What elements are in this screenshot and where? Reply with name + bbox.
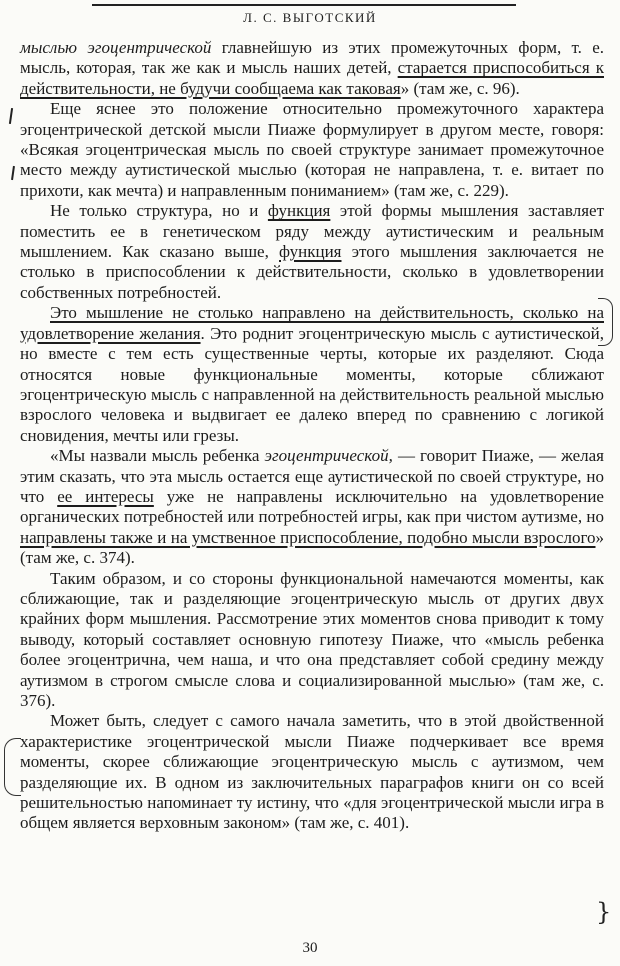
italic-text: мыслью эгоцентрической bbox=[20, 38, 212, 57]
body-text bbox=[20, 38, 604, 834]
page-number: 30 bbox=[302, 940, 318, 956]
text-run: Не только структура, но и bbox=[50, 201, 268, 221]
text-run: — говорит Пиаже, — желая этим сказать, что эта мысль остается еще аутистической по своей структуре, но что bbox=[20, 446, 604, 506]
underlined-text: направлены также и на умственное приспособление, подобно мысли взрослого bbox=[20, 527, 596, 547]
underlined-text: Это мышление не столько направлено на действительность, сколько на удовлетворение желания bbox=[20, 303, 604, 343]
italic-text: эгоцентрической, bbox=[264, 446, 393, 466]
underlined-text: ее интересы bbox=[57, 486, 154, 506]
paragraph-7 bbox=[20, 711, 604, 833]
text-run: . Это роднит эгоцентрическую мысль с аутистической, но вместе с тем есть существенные черты, которые их разделяют. Сюда относятся новые функциональные моменты, которые сближают эгоцентрическую мысль с направленной на действительность реальной мыслью взрослого человека и выдвигает ее далеко вперед по сравнению с логикой сновидения, мечты или грезы. bbox=[20, 323, 604, 445]
text-run: этой формы мышления заставляет поместить ее в генетическом ряду между аутистическим и реальным мышлением. Как сказано выше, bbox=[20, 201, 605, 262]
underlined-text: функция bbox=[267, 201, 331, 221]
paragraph-5 bbox=[20, 446, 604, 568]
paragraph-2 bbox=[20, 99, 604, 201]
header-rule bbox=[92, 4, 516, 6]
paragraph-4 bbox=[20, 303, 604, 446]
margin-bracket-left bbox=[4, 738, 21, 796]
text-run: этого мышления заключается не столько в приспособлении к действительности, сколько в удовлетворении собственных потребностей. bbox=[20, 242, 604, 302]
text-run: уже не направлены исключительно на удовлетворение органических потребностей или потребностей игры, как при чистом аутизме, но bbox=[20, 486, 604, 527]
margin-squiggle: } bbox=[596, 898, 612, 926]
text-run: «Мы назвали мысль ребенка bbox=[50, 446, 265, 466]
paragraph-6 bbox=[20, 569, 604, 712]
text-run: » (там же, с. 96). bbox=[400, 78, 520, 98]
paragraph-1 bbox=[20, 38, 604, 99]
margin-tick-1 bbox=[9, 108, 13, 124]
text-run: Еще яснее это положение относительно промежуточного характера эгоцентрической детской мысли Пиаже формулирует в другом месте, говоря: «Всякая эгоцентрическая мысль по своей структуре занимает промежуточное место между аутистической мыслью (которая не направлена, т. е. витает по прихоти, как мечта) и направленным пониманием» (там же, с. 229). bbox=[20, 99, 604, 200]
underlined-text: старается приспособиться к действительности, не будучи сообщаема как таковая bbox=[20, 58, 604, 98]
text-run: Таким образом, и со стороны функциональной намечаются моменты, как сближающие, так и разделяющие эгоцентрическую мысль от других двух крайних форм мышления. Рассмотрение этих моментов снова приводит к тому выводу, который составляет основную гипотезу Пиаже, что «мысль ребенка более эгоцентрична, чем наша, и что она представляет собой средину между аутизмом в строгом смысле слова и социализированной мыслью» (там же, с. 376). bbox=[20, 568, 604, 710]
text-run: главнейшую из этих промежуточных форм, т. е. мысль, которая, так же как и мысль наших детей, bbox=[20, 38, 604, 78]
margin-bracket-right bbox=[598, 298, 613, 346]
running-header: Л. С. ВЫГОТСКИЙ bbox=[243, 10, 377, 25]
text-run: Может быть, следует с самого начала заметить, что в этой двойственной характеристике эгоцентрической мысли Пиаже подчеркивает все время моменты, скорее сближающие эгоцентрическую мысль с аутизмом, чем разделяющие их. В одном из заключительных параграфов книги он со всей решительностью напоминает ту истину, что «для эгоцентрической мысли игра в общем является верховным законом» (там же, с. 401). bbox=[20, 711, 604, 833]
text-run: » (там же, с. 374). bbox=[20, 527, 604, 568]
underlined-text: функция bbox=[279, 242, 342, 262]
paragraph-3 bbox=[20, 201, 604, 303]
margin-tick-2 bbox=[11, 166, 15, 180]
